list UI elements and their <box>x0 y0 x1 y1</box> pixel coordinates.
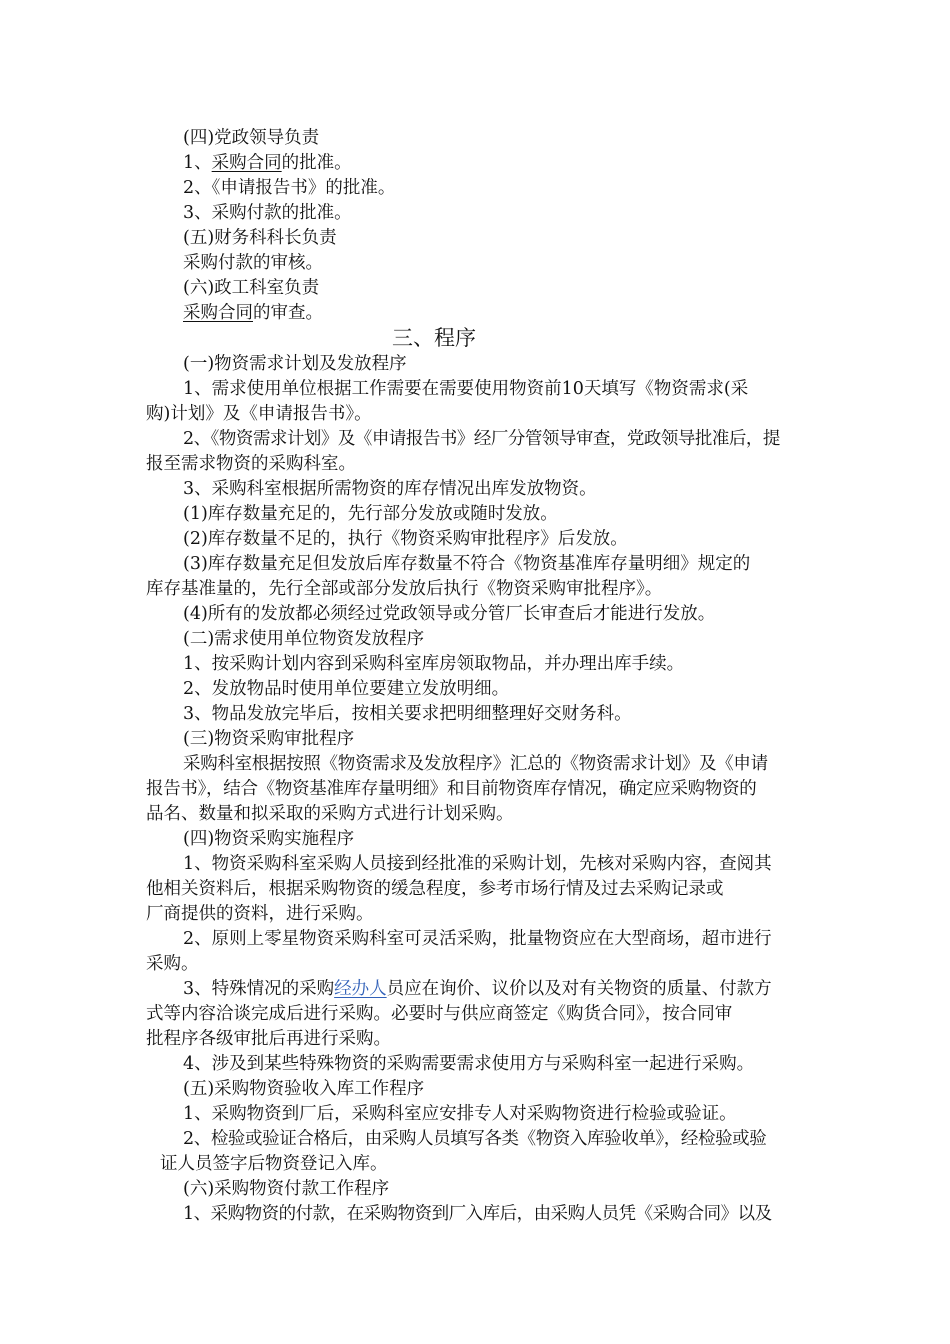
paragraph-line: 批程序各级审批后再进行采购。 <box>146 1029 391 1049</box>
section-heading-finance: (五)财务科科长负责 <box>183 228 337 248</box>
paragraph-line: 3、物品发放完毕后，按相关要求把明细整理好交财务科。 <box>183 704 632 724</box>
paragraph-line <box>183 977 772 1001</box>
subsection-heading: (四)物资采购实施程序 <box>183 829 355 849</box>
paragraph-line: 报至需求物资的采购科室。 <box>146 454 356 474</box>
section-heading-political: (六)政工科室负责 <box>183 278 320 298</box>
chapter-heading-procedures: 三、程序 <box>392 326 476 350</box>
paragraph-line: 证人员签字后物资登记入库。 <box>160 1154 388 1174</box>
paragraph-line: (4)所有的发放都必须经过党政领导或分管厂长审查后才能进行发放。 <box>183 604 716 624</box>
item-text: 3、特殊情况的采购 <box>183 979 335 999</box>
subsection-heading: (五)采购物资验收入库工作程序 <box>183 1079 425 1099</box>
paragraph-line: 品名、数量和拟采取的采购方式进行计划采购。 <box>146 804 514 824</box>
list-item <box>183 151 352 175</box>
section-heading-party-leaders: (四)党政领导负责 <box>183 128 320 148</box>
paragraph-line: 采购科室根据按照《物资需求及发放程序》汇总的《物资需求计划》及《申请 <box>183 754 768 774</box>
subsection-heading: (二)需求使用单位物资发放程序 <box>183 629 425 649</box>
paragraph-line: (2)库存数量不足的，执行《物资采购审批程序》后发放。 <box>183 529 628 549</box>
purchase-contract-link[interactable]: 采购合同 <box>183 303 253 323</box>
paragraph-line: 2、原则上零星物资采购科室可灵活采购，批量物资应在大型商场，超市进行 <box>183 929 772 949</box>
paragraph-line: 采购付款的审核。 <box>183 253 323 273</box>
item-text: 员应在询价、议价以及对有关物资的质量、付款方 <box>386 979 772 999</box>
paragraph-line: 3、采购科室根据所需物资的库存情况出库发放物资。 <box>183 479 597 499</box>
paragraph-line: 购)计划》及《申请报告书》。 <box>146 404 372 424</box>
paragraph-line: 2、发放物品时使用单位要建立发放明细。 <box>183 679 510 699</box>
paragraph-line: 1、采购物资的付款，在采购物资到厂入库后，由采购人员凭《采购合同》以及 <box>183 1204 772 1224</box>
paragraph-line: 2、《物资需求计划》及《申请报告书》经厂分管领导审查，党政领导批准后，提 <box>183 429 780 449</box>
paragraph-line: 4、涉及到某些特殊物资的采购需要需求使用方与采购科室一起进行采购。 <box>183 1054 755 1074</box>
paragraph-line: 1、物资采购科室采购人员接到经批准的采购计划，先核对采购内容，查阅其 <box>183 854 772 874</box>
list-item: 2、《申请报告书》的批准。 <box>183 178 396 198</box>
handler-link[interactable]: 经办人 <box>334 979 387 999</box>
paragraph-line: (1)库存数量充足的，先行部分发放或随时发放。 <box>183 504 558 524</box>
paragraph-line: 他相关资料后，根据采购物资的缓急程度，参考市场行情及过去采购记录或 <box>146 879 724 899</box>
item-text: 的审查。 <box>253 303 323 323</box>
paragraph-line: 1、按采购计划内容到采购科室库房领取物品，并办理出库手续。 <box>183 654 685 674</box>
list-item: 3、采购付款的批准。 <box>183 203 352 223</box>
paragraph-line: 式等内容洽谈完成后进行采购。必要时与供应商签定《购货合同》，按合同审 <box>146 1004 733 1024</box>
paragraph-line: 1、采购物资到厂后，采购科室应安排专人对采购物资进行检验或验证。 <box>183 1104 737 1124</box>
subsection-heading: (三)物资采购审批程序 <box>183 729 355 749</box>
paragraph-line: 1、需求使用单位根据工作需要在需要使用物资前10天填写《物资需求(采 <box>183 379 749 399</box>
subsection-heading: (一)物资需求计划及发放程序 <box>183 354 407 374</box>
paragraph-line: (3)库存数量充足但发放后库存数量不符合《物资基准库存量明细》规定的 <box>183 554 751 574</box>
paragraph-line: 厂商提供的资料，进行采购。 <box>146 904 374 924</box>
paragraph-line: 采购。 <box>146 954 199 974</box>
subsection-heading: (六)采购物资付款工作程序 <box>183 1179 390 1199</box>
item-number: 1、 <box>183 153 212 173</box>
paragraph-line: 2、检验或验证合格后，由采购人员填写各类《物资入库验收单》，经检验或验 <box>183 1129 767 1149</box>
purchase-contract-link[interactable]: 采购合同 <box>211 153 282 173</box>
paragraph-line <box>183 301 323 325</box>
paragraph-line: 报告书》，结合《物资基准库存量明细》和目前物资库存情况，确定应采购物资的 <box>146 779 757 799</box>
item-text: 的批准。 <box>281 153 352 173</box>
paragraph-line: 库存基准量的，先行全部或部分发放后执行《物资采购审批程序》。 <box>146 579 663 599</box>
